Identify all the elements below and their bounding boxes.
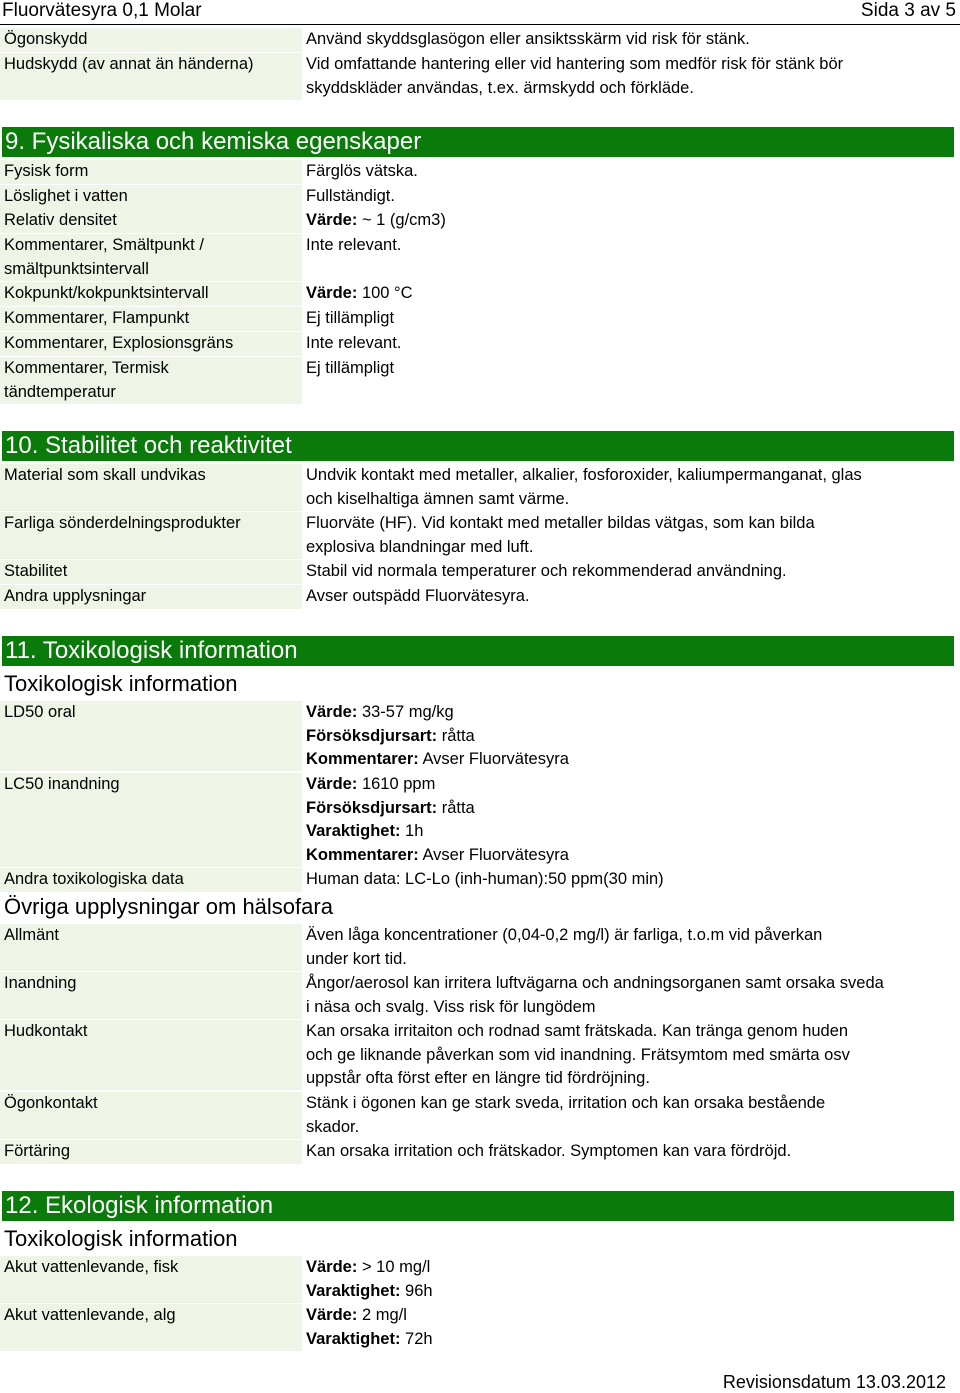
row-value: Värde: 2 mg/l Varaktighet: 72h bbox=[306, 1306, 433, 1348]
row-value: Värde: 33-57 mg/kg Försöksdjursart: råtta Kommentarer: Avser Fluorvätesyra bbox=[306, 703, 569, 768]
subsection-title: Övriga upplysningar om hälsofara bbox=[4, 894, 333, 919]
row-label: Kommentarer, Termisk tändtemperatur bbox=[0, 357, 302, 404]
row-value: Inte relevant. bbox=[306, 334, 402, 352]
row-label: Kommentarer, Flampunkt bbox=[0, 307, 302, 331]
row-value: Avser outspädd Fluorvätesyra. bbox=[306, 587, 530, 605]
row-label: LC50 inandning bbox=[0, 773, 302, 867]
row-label: Hudskydd (av annat än händerna) bbox=[0, 53, 302, 100]
row-label: Kommentarer, Smältpunkt / smältpunktsintervall bbox=[0, 234, 302, 281]
section-12-title: 12. Ekologisk information bbox=[2, 1191, 954, 1221]
row-label: Fysisk form bbox=[0, 160, 302, 184]
row-value: Använd skyddsglasögon eller ansiktsskärm vid risk för stänk. bbox=[306, 30, 750, 48]
row-value: Ångor/aerosol kan irritera luftvägarna och andningsorganen samt orsaka sveda i näsa och svalg. Viss risk för lungödem bbox=[306, 974, 884, 1016]
row-label: Kokpunkt/kokpunktsintervall bbox=[0, 282, 302, 306]
subsection-title: Toxikologisk information bbox=[4, 1226, 238, 1251]
row-value: Undvik kontakt med metaller, alkalier, fosforoxider, kaliumpermanganat, glas och kiselhaltiga ämnen samt värme. bbox=[306, 466, 862, 508]
row-label: Material som skall undvikas bbox=[0, 464, 302, 511]
row-label: Allmänt bbox=[0, 924, 302, 971]
row-value: Inte relevant. bbox=[306, 236, 402, 254]
document-title: Fluorvätesyra 0,1 Molar bbox=[2, 0, 202, 21]
page-header bbox=[0, 0, 960, 25]
row-value: Kan orsaka irritaiton och rodnad samt frätskada. Kan tränga genom huden och ge liknande påverkan som vid inandning. Frätsymtom med smärta osv uppstår ofta först efter en längre tid fördröjning. bbox=[306, 1022, 850, 1087]
row-value: Kan orsaka irritation och frätskador. Symptomen kan vara fördröjd. bbox=[306, 1142, 792, 1160]
row-value: Färglös vätska. bbox=[306, 162, 418, 180]
row-label: Löslighet i vatten bbox=[0, 185, 302, 209]
row-label: Hudkontakt bbox=[0, 1020, 302, 1090]
revision-date: Revisionsdatum 13.03.2012 bbox=[722, 1372, 946, 1392]
row-label: Andra upplysningar bbox=[0, 585, 302, 609]
row-value: Stänk i ögonen kan ge stark sveda, irritation och kan orsaka bestående skador. bbox=[306, 1094, 826, 1136]
row-value: Värde: 100 °C bbox=[306, 284, 413, 302]
subsection-title: Toxikologisk information bbox=[4, 671, 238, 696]
row-label: Relativ densitet bbox=[0, 209, 302, 233]
section-11-title: 11. Toxikologisk information bbox=[2, 636, 954, 666]
row-label: Akut vattenlevande, fisk bbox=[0, 1256, 302, 1303]
row-label: Andra toxikologiska data bbox=[0, 868, 302, 892]
row-value: Ej tillämpligt bbox=[306, 309, 395, 327]
row-value: Vid omfattande hantering eller vid hantering som medför risk för stänk bör skyddskläder användas, t.ex. ärmskydd och förkläde. bbox=[306, 55, 844, 97]
page-number: Sida 3 av 5 bbox=[860, 0, 956, 21]
row-label: Kommentarer, Explosionsgräns bbox=[0, 332, 302, 356]
section-10-title: 10. Stabilitet och reaktivitet bbox=[2, 431, 954, 461]
row-value: Stabil vid normala temperaturer och rekommenderad användning. bbox=[306, 562, 787, 580]
row-value: Human data: LC-Lo (inh-human):50 ppm(30 min) bbox=[306, 870, 664, 888]
row-value: Även låga koncentrationer (0,04-0,2 mg/l) är farliga, t.o.m vid påverkan under kort tid. bbox=[306, 926, 823, 968]
row-value: Värde: > 10 mg/l Varaktighet: 96h bbox=[306, 1258, 433, 1300]
row-label: Förtäring bbox=[0, 1140, 302, 1164]
row-label: Akut vattenlevande, alg bbox=[0, 1304, 302, 1351]
row-label: Inandning bbox=[0, 972, 302, 1019]
row-label: Ögonskydd bbox=[0, 28, 302, 52]
row-value: Värde: 1610 ppm Försöksdjursart: råtta Varaktighet: 1h Kommentarer: Avser Fluorvätesyra bbox=[306, 775, 569, 864]
row-label: Ögonkontakt bbox=[0, 1092, 302, 1139]
row-value: Fullständigt. bbox=[306, 187, 395, 205]
row-value: Fluorväte (HF). Vid kontakt med metaller bildas vätgas, som kan bilda explosiva blandningar med luft. bbox=[306, 514, 815, 556]
row-label: LD50 oral bbox=[0, 701, 302, 771]
section-9-title: 9. Fysikaliska och kemiska egenskaper bbox=[2, 127, 954, 157]
row-value: Ej tillämpligt bbox=[306, 359, 395, 377]
row-value: Värde: ~ 1 (g/cm3) bbox=[306, 211, 446, 229]
row-label: Farliga sönderdelningsprodukter bbox=[0, 512, 302, 559]
row-label: Stabilitet bbox=[0, 560, 302, 584]
